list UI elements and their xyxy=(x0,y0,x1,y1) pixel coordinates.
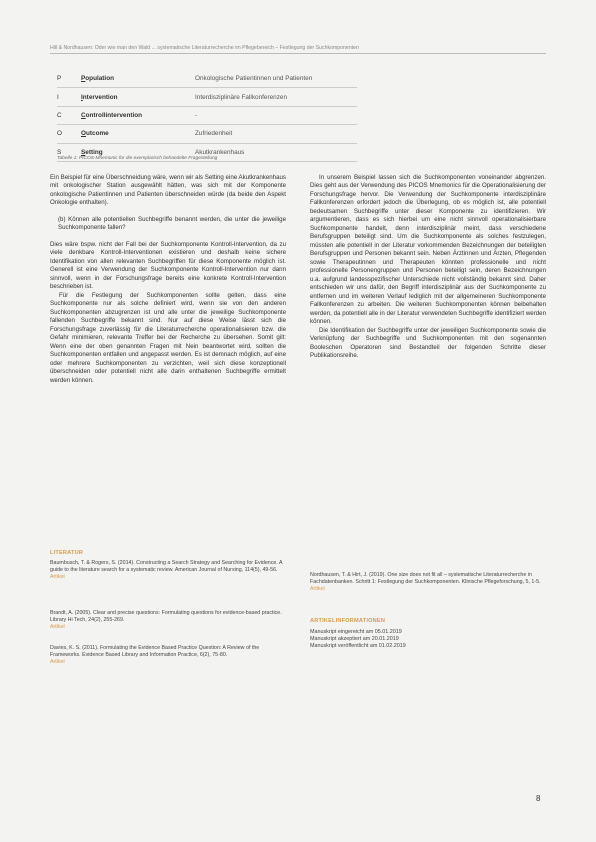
picos-term: Intervention xyxy=(81,93,118,101)
paragraph: Dies wäre bspw. nicht der Fall bei der Suchkomponente Kontroll-Intervention, da zu viele denkbare Kontroll-Interventionen existieren und deshalb keine sichere Identifikation von allen relevanten Suchbegriffen für diese Komponente möglich ist. Generell ist eine Verwendung der Suchkomponente Kontroll-Intervention nur dann sinnvoll, wenn in der Forschungsfrage bereits eine konkrete Kontroll-Intervention beschrieben ist. xyxy=(50,240,286,291)
picos-letter: P xyxy=(57,75,62,83)
picos-letter: S xyxy=(57,148,62,156)
reference-text: Brandt, A. (2005). Clear and precise questions: Formulating questions for evidence-based practice. Library Hi Tech, 24(2), 255-269. xyxy=(50,610,282,623)
page-number: 8 xyxy=(536,794,541,803)
paragraph: Für die Festlegung der Suchkomponenten sollte gelten, dass eine Suchkomponente nur als solche definiert wird, wenn sie von den anderen Suchkomponenten abzugrenzen ist und alle unter die jeweilige Suchkomponente fallenden Suchbegriffe bekannt sind. Nur auf diese Weise lässt sich die Forschungsfrage zuverlässig für die Literaturrecherche operationalisieren bzw. die Gefahr minimieren, relevante Treffer bei der Recherche zu übersehen. Somit gilt: Wenn eine der oben genannten Fragen mit Nein beantwortet wird, sollten die Suchkomponenten entfallen und angepasst werden. Es ist demnach möglich, auf eine oder mehrere Suchkomponenten zu verzichten, weil sich diese konzeptionell überschneiden oder potentiell nicht alle darin enthaltenen Suchbegriffe ermittelt werden können. xyxy=(50,291,286,384)
accepted-date: Manuskript akzeptiert am 20.01.2019 xyxy=(310,636,399,642)
paragraph: Die Identifikation der Suchbegriffe unter der jeweiligen Suchkomponente sowie die Verknüpfung der Suchbegriffe und Suchkomponenten mit den sogenannten Booleschen Operatoren sind Bestandteil der folgenden Schritte dieser Publikationsreihe. xyxy=(310,326,546,360)
left-column xyxy=(50,174,286,385)
question-b: (b) Können alle potentiellen Suchbegriffe benannt werden, die unter die jeweilige Suchkomponente fallen? xyxy=(58,215,286,232)
picos-term: Outcome xyxy=(81,130,109,138)
picos-table xyxy=(57,70,357,162)
picos-letter: C xyxy=(57,111,62,119)
reference-text: Nordhausen, T. & Hirt, J. (2019). One size does not fit all – systematische Literaturrecherche in Fachdatenbanken. Schritt 1: Festlegung der Suchkomponenten. Klinische Pflegeforschung, 5, 1-5. xyxy=(310,572,541,585)
picos-row xyxy=(57,70,357,88)
reference-link[interactable]: Artikel xyxy=(50,623,65,630)
picos-term: Population xyxy=(81,75,115,83)
picos-row xyxy=(57,88,357,106)
right-column xyxy=(310,174,546,361)
submitted-date: Manuskript eingereicht am 05.01.2019 xyxy=(310,629,402,635)
reference xyxy=(50,645,286,666)
article-info-heading: ARTIKELINFORMATIONEN xyxy=(310,618,386,624)
reference-link[interactable]: Artikel xyxy=(50,658,65,665)
paragraph: Ein Beispiel für eine Überschneidung wäre, wenn wir als Setting eine Akutkrankenhaus mit onkologischer Station ausgewählt hätten, was sich mit der Komponente onkologische Patientinnen und Patienten überschneiden würde (da beide den Aspekt Onkologie enthalten). xyxy=(50,174,286,207)
picos-term: Controllintervention xyxy=(81,111,143,119)
picos-value: Zufriedenheit xyxy=(195,130,233,138)
picos-row xyxy=(57,107,357,125)
reference-link[interactable]: Artikel xyxy=(310,585,325,592)
picos-value: Akutkrankenhaus xyxy=(195,148,245,156)
reference-link[interactable]: Artikel xyxy=(50,573,65,580)
reference xyxy=(310,572,546,593)
picos-letter: O xyxy=(57,130,62,138)
paragraph: In unserem Beispiel lassen sich die Suchkomponenten voneinander abgrenzen. Dies geht aus der Verwendung des PICOS Mnemonics für die Operationalisierung der Forschungsfrage hervor. Die Verwendung der Suchkomponente interdisziplinäre Fallkonferenzen erfordert jedoch die Überlegung, ob es möglich ist, alle potentiell bedeutsamen Suchbegriffe unter dieser Komponente zu identifizieren. Wir argumentieren, dass es sich hierbei um eine nicht sinnvoll operationalisierbare Suchkomponente handelt, denn interdisziplinär meint, dass verschiedene Berufsgruppen beteiligt sind. Um die Suchkomponente als solches festzulegen, müssten alle potentiell in der Literatur vorkommenden Bezeichnungen der beteiligten Berufsgruppen und Personen bekannt sein. Neben Ärztinnen und Ärzten, Pflegenden sowie Therapeutinnen und Therapeuten könnten professionelle und nicht professionelle Personengruppen und Personen beteiligt sein, deren Bezeichnungen u.a. aufgrund landesspezifischer Unterschiede nicht vollständig bekannt sind. Daher entschieden wir uns dafür, den Begriff interdisziplinär aus der Suchkomponente zu entfernen und im weiteren Verlauf lediglich mit der allgemeineren Suchkomponente Fallkonferenzen zu arbeiten. Die weiteren Suchkomponenten können beibehalten werden, da potentiell alle in der Literatur verwendeten Suchbegriffe identifiziert werden können. xyxy=(310,174,546,326)
reference xyxy=(50,610,286,631)
picos-term: Setting xyxy=(81,148,103,156)
running-header: Hill & Nordhausen: Oder wie man den Wald ... systematische Literaturrecherche im Pflegebereich – Festlegung der Suchkomponenten xyxy=(50,45,546,54)
picos-value: Onkologische Patientinnen und Patienten xyxy=(195,75,313,83)
reference-text: Baumbusch, T. & Rogers, S. (2014). Constructing a Search Strategy and Searching for Evidence. A guide to the literature search for a systematic review. American Journal of Nursing, 114(5), 49-56. xyxy=(50,560,283,573)
article-info xyxy=(310,629,546,650)
literature-heading: LITERATUR xyxy=(50,550,84,556)
picos-letter: I xyxy=(57,93,59,101)
picos-value: - xyxy=(195,111,198,119)
picos-row xyxy=(57,125,357,143)
reference-text: Davies, K. S. (2011). Formulating the Evidence Based Practice Question: A Review of the Frameworks. Evidence Based Library and Information Practice, 6(2), 75-80. xyxy=(50,645,260,658)
table-caption: Tabelle 1: PICOS-Mnemonic für die exemplarisch behandelte Fragestellung xyxy=(57,156,218,161)
published-date: Manuskript veröffentlicht am 01.02.2019 xyxy=(310,643,406,649)
picos-value: Interdisziplinäre Fallkonferenzen xyxy=(195,93,288,101)
reference xyxy=(50,560,286,581)
